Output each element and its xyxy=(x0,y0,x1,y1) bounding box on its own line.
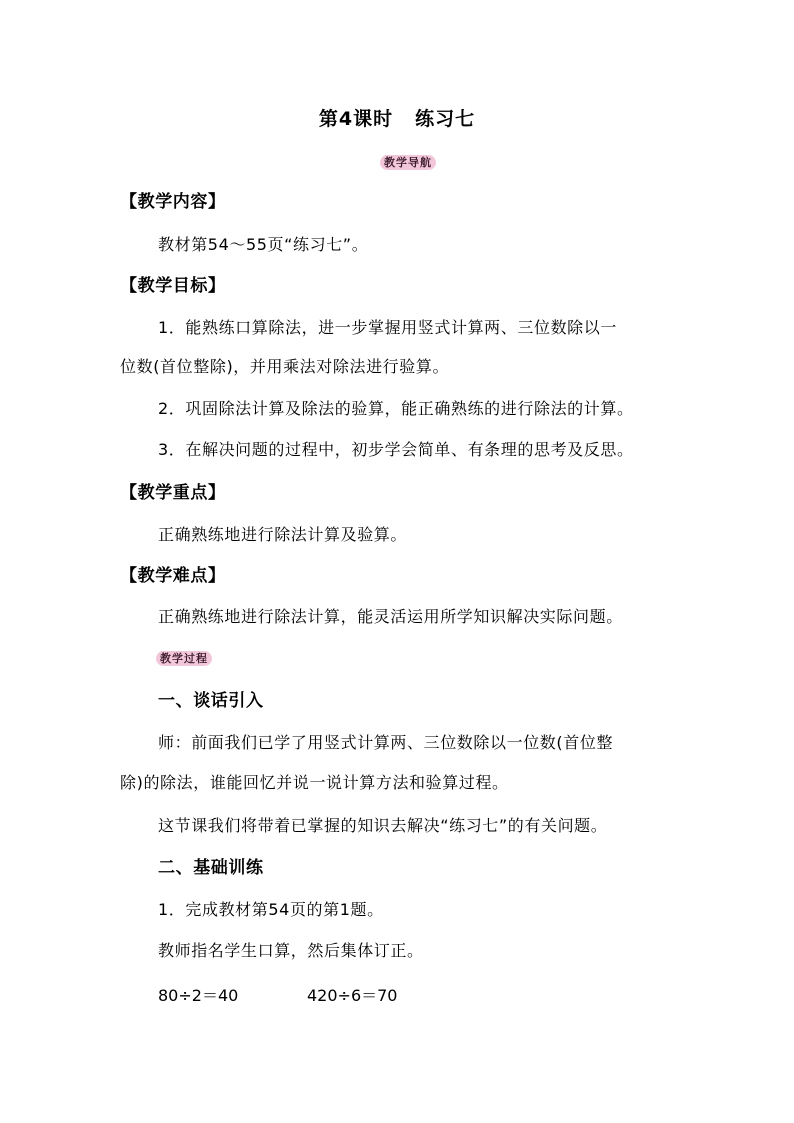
section-intro-heading: 一、谈话引入 xyxy=(158,691,264,711)
teaching-process-badge: 教学过程 xyxy=(156,651,212,666)
intro-paragraph-2: 这节课我们将带着已掌握的知识去解决“练习七”的有关问题。 xyxy=(158,816,608,835)
heading-difficulties: 【教学难点】 xyxy=(120,566,226,586)
heading-goals: 【教学目标】 xyxy=(120,276,226,296)
calculation-1: 80÷2＝40 xyxy=(158,986,239,1005)
exercise-1-note: 教师指名学生口算，然后集体订正。 xyxy=(158,941,424,960)
difficulties-text: 正确熟练地进行除法计算，能灵活运用所学知识解决实际问题。 xyxy=(158,607,623,626)
goal-2: 2．巩固除法计算及除法的验算，能正确熟练的进行除法的计算。 xyxy=(158,399,634,418)
lesson-name: 练习七 xyxy=(415,108,476,130)
heading-key-points: 【教学重点】 xyxy=(120,483,226,503)
page-title xyxy=(0,104,794,131)
exercise-1: 1．完成教材第54页的第1题。 xyxy=(158,900,384,919)
goal-1-line-2: 位数(首位整除)，并用乘法对除法进行验算。 xyxy=(120,357,450,376)
content-text: 教材第54～55页“练习七”。 xyxy=(158,235,369,254)
calculation-2: 420÷6＝70 xyxy=(307,986,398,1005)
goal-1-line-1: 1．能熟练口算除法，进一步掌握用竖式计算两、三位数除以一 xyxy=(158,318,617,337)
teaching-nav-badge: 教学导航 xyxy=(380,155,436,170)
section-basic-training-heading: 二、基础训练 xyxy=(158,858,264,878)
heading-content: 【教学内容】 xyxy=(120,192,226,212)
lesson-number: 第4课时 xyxy=(318,108,394,130)
key-points-text: 正确熟练地进行除法计算及验算。 xyxy=(158,525,408,544)
intro-paragraph-line-2: 除)的除法，谁能回忆并说一说计算方法和验算过程。 xyxy=(120,773,509,792)
intro-paragraph-line-1: 师：前面我们已学了用竖式计算两、三位数除以一位数(首位整 xyxy=(158,733,614,752)
goal-3: 3．在解决问题的过程中，初步学会简单、有条理的思考及反思。 xyxy=(158,440,634,459)
